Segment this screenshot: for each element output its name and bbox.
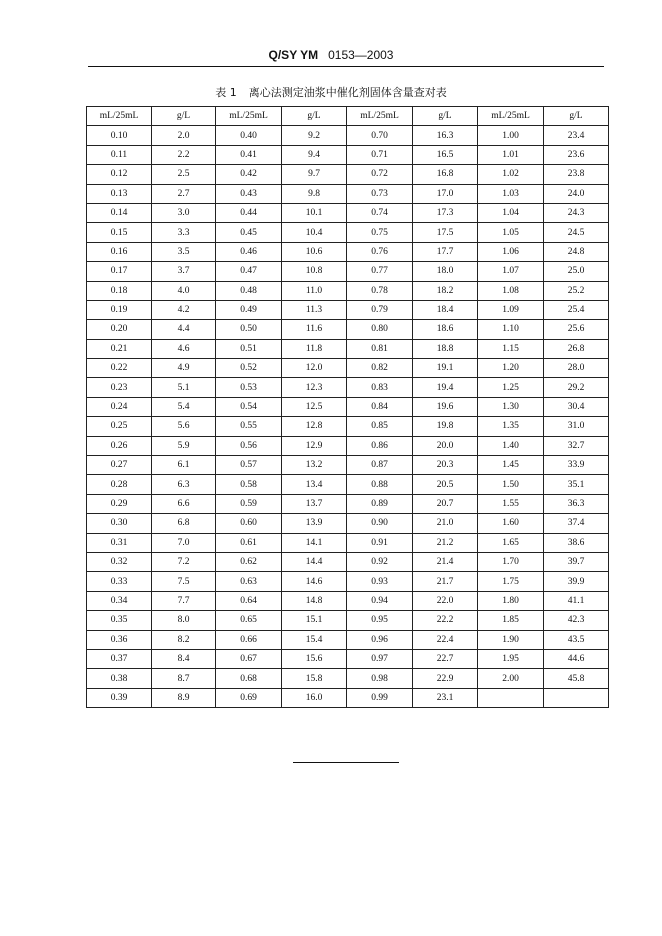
table-cell: 1.90	[478, 630, 544, 649]
table-cell: 1.10	[478, 320, 544, 339]
table-cell: 0.82	[347, 359, 413, 378]
table-cell: 15.1	[282, 611, 347, 630]
table-cell: 0.75	[347, 223, 413, 242]
table-cell: 0.67	[216, 649, 282, 668]
table-row	[87, 649, 609, 668]
table-cell: 0.11	[87, 145, 152, 164]
table-cell: 10.8	[282, 262, 347, 281]
table-cell: 11.8	[282, 339, 347, 358]
header-rule	[88, 66, 604, 67]
table-row	[87, 300, 609, 319]
table-cell: 0.88	[347, 475, 413, 494]
table-cell: 0.22	[87, 359, 152, 378]
table-cell: 2.00	[478, 669, 544, 688]
table-cell: 0.38	[87, 669, 152, 688]
table-cell: 3.0	[152, 203, 216, 222]
table-cell: 7.0	[152, 533, 216, 552]
table-cell: 17.5	[413, 223, 478, 242]
table-cell: 1.00	[478, 126, 544, 145]
table-cell: 6.8	[152, 514, 216, 533]
table-cell: 0.78	[347, 281, 413, 300]
table-cell: 11.3	[282, 300, 347, 319]
table-row	[87, 456, 609, 475]
table-cell: 0.84	[347, 397, 413, 416]
table-cell: 8.7	[152, 669, 216, 688]
column-header: g/L	[413, 107, 478, 126]
table-row	[87, 145, 609, 164]
table-cell: 0.35	[87, 611, 152, 630]
table-cell: 1.04	[478, 203, 544, 222]
table-cell: 0.89	[347, 494, 413, 513]
table-row	[87, 417, 609, 436]
table-row	[87, 223, 609, 242]
table-cell: 1.60	[478, 514, 544, 533]
table-cell: 1.70	[478, 552, 544, 571]
table-cell: 20.7	[413, 494, 478, 513]
table-cell: 0.28	[87, 475, 152, 494]
table-cell: 0.81	[347, 339, 413, 358]
table-cell: 0.36	[87, 630, 152, 649]
table-cell: 1.09	[478, 300, 544, 319]
table-cell: 14.4	[282, 552, 347, 571]
table-cell: 0.99	[347, 688, 413, 707]
table-cell: 6.1	[152, 456, 216, 475]
table-cell: 18.6	[413, 320, 478, 339]
table-row	[87, 203, 609, 222]
table-cell: 0.25	[87, 417, 152, 436]
table-cell: 16.0	[282, 688, 347, 707]
table-cell: 29.2	[544, 378, 609, 397]
table-cell: 22.7	[413, 649, 478, 668]
table-cell: 33.9	[544, 456, 609, 475]
table-cell: 23.6	[544, 145, 609, 164]
table-cell: 0.23	[87, 378, 152, 397]
table-cell: 24.0	[544, 184, 609, 203]
table-row	[87, 494, 609, 513]
table-caption-title: 离心法测定油浆中催化剂固体含量查对表	[248, 86, 447, 99]
table-cell: 0.40	[216, 126, 282, 145]
table-cell: 0.91	[347, 533, 413, 552]
table-cell: 35.1	[544, 475, 609, 494]
table-cell: 19.8	[413, 417, 478, 436]
table-cell: 1.80	[478, 591, 544, 610]
table-cell: 2.2	[152, 145, 216, 164]
table-cell: 0.49	[216, 300, 282, 319]
column-header: g/L	[282, 107, 347, 126]
table-row	[87, 688, 609, 707]
table-cell: 0.58	[216, 475, 282, 494]
table-row	[87, 281, 609, 300]
table-caption	[0, 86, 662, 100]
table-cell: 1.05	[478, 223, 544, 242]
table-cell: 41.1	[544, 591, 609, 610]
table-cell: 0.54	[216, 397, 282, 416]
table-cell: 19.6	[413, 397, 478, 416]
table-cell: 20.3	[413, 456, 478, 475]
table-cell: 0.74	[347, 203, 413, 222]
table-cell: 0.94	[347, 591, 413, 610]
table-cell: 1.25	[478, 378, 544, 397]
standard-code-number: 0153—2003	[328, 48, 394, 62]
table-cell: 22.0	[413, 591, 478, 610]
table-cell: 9.7	[282, 165, 347, 184]
table-cell: 0.24	[87, 397, 152, 416]
table-cell: 10.1	[282, 203, 347, 222]
table-row	[87, 126, 609, 145]
table-cell: 26.8	[544, 339, 609, 358]
table-row	[87, 630, 609, 649]
table-row	[87, 514, 609, 533]
table-cell: 1.75	[478, 572, 544, 591]
table-cell: 36.3	[544, 494, 609, 513]
table-row	[87, 242, 609, 261]
table-cell: 19.4	[413, 378, 478, 397]
table-row	[87, 533, 609, 552]
table-cell: 1.35	[478, 417, 544, 436]
column-header: g/L	[152, 107, 216, 126]
table-cell: 0.37	[87, 649, 152, 668]
table-cell: 0.95	[347, 611, 413, 630]
table-cell: 15.8	[282, 669, 347, 688]
table-cell: 1.20	[478, 359, 544, 378]
table-cell: 0.33	[87, 572, 152, 591]
table-cell: 17.3	[413, 203, 478, 222]
table-cell: 24.8	[544, 242, 609, 261]
table-row	[87, 591, 609, 610]
document-header	[0, 48, 662, 62]
table-cell: 0.39	[87, 688, 152, 707]
table-cell: 0.90	[347, 514, 413, 533]
table-cell: 5.9	[152, 436, 216, 455]
column-header: mL/25mL	[216, 107, 282, 126]
table-body	[87, 126, 609, 708]
table-row	[87, 184, 609, 203]
table-cell: 0.56	[216, 436, 282, 455]
table-cell: 16.3	[413, 126, 478, 145]
table-cell: 1.45	[478, 456, 544, 475]
table-cell: 0.61	[216, 533, 282, 552]
table-cell: 18.2	[413, 281, 478, 300]
table-cell: 7.2	[152, 552, 216, 571]
table-cell: 0.30	[87, 514, 152, 533]
table-caption-number: 表 1	[215, 86, 237, 99]
table-cell: 43.5	[544, 630, 609, 649]
table-cell: 25.6	[544, 320, 609, 339]
table-cell: 7.7	[152, 591, 216, 610]
table-cell: 14.6	[282, 572, 347, 591]
table-cell: 0.97	[347, 649, 413, 668]
table-cell: 12.8	[282, 417, 347, 436]
table-cell: 0.29	[87, 494, 152, 513]
table-cell: 1.85	[478, 611, 544, 630]
table-cell: 24.5	[544, 223, 609, 242]
table-cell: 7.5	[152, 572, 216, 591]
table-cell: 0.47	[216, 262, 282, 281]
table-cell: 0.50	[216, 320, 282, 339]
table-cell: 0.45	[216, 223, 282, 242]
table-cell: 20.5	[413, 475, 478, 494]
table-cell: 0.98	[347, 669, 413, 688]
table-cell: 0.44	[216, 203, 282, 222]
table-cell	[544, 688, 609, 707]
table-cell: 0.68	[216, 669, 282, 688]
table-cell: 0.48	[216, 281, 282, 300]
table-cell: 21.4	[413, 552, 478, 571]
table-cell: 0.31	[87, 533, 152, 552]
table-cell: 0.73	[347, 184, 413, 203]
table-cell: 1.55	[478, 494, 544, 513]
table-cell: 1.15	[478, 339, 544, 358]
table-cell: 8.0	[152, 611, 216, 630]
table-cell: 0.14	[87, 203, 152, 222]
table-cell: 0.51	[216, 339, 282, 358]
table-cell: 0.69	[216, 688, 282, 707]
table-cell: 9.4	[282, 145, 347, 164]
table-cell: 23.4	[544, 126, 609, 145]
table-cell: 0.19	[87, 300, 152, 319]
table-cell: 2.7	[152, 184, 216, 203]
table-cell: 0.46	[216, 242, 282, 261]
table-row	[87, 669, 609, 688]
table-cell: 0.52	[216, 359, 282, 378]
table-cell: 3.5	[152, 242, 216, 261]
table-cell: 23.8	[544, 165, 609, 184]
table-row	[87, 359, 609, 378]
table-cell: 0.32	[87, 552, 152, 571]
table-cell: 42.3	[544, 611, 609, 630]
table-cell: 17.7	[413, 242, 478, 261]
table-row	[87, 378, 609, 397]
table-cell: 17.0	[413, 184, 478, 203]
table-cell: 0.77	[347, 262, 413, 281]
table-cell: 0.15	[87, 223, 152, 242]
table-cell: 0.63	[216, 572, 282, 591]
table-cell: 0.27	[87, 456, 152, 475]
table-cell: 18.4	[413, 300, 478, 319]
table-cell: 1.95	[478, 649, 544, 668]
table-cell: 6.3	[152, 475, 216, 494]
table-cell: 21.2	[413, 533, 478, 552]
table-cell: 0.57	[216, 456, 282, 475]
table-cell: 37.4	[544, 514, 609, 533]
table-cell: 11.6	[282, 320, 347, 339]
table-cell: 3.3	[152, 223, 216, 242]
table-row	[87, 339, 609, 358]
table-cell: 0.21	[87, 339, 152, 358]
table-cell: 22.4	[413, 630, 478, 649]
table-row	[87, 552, 609, 571]
table-cell: 0.43	[216, 184, 282, 203]
table-cell: 0.13	[87, 184, 152, 203]
table-cell: 0.26	[87, 436, 152, 455]
table-cell: 13.2	[282, 456, 347, 475]
table-row	[87, 262, 609, 281]
table-cell: 15.6	[282, 649, 347, 668]
table-cell: 16.8	[413, 165, 478, 184]
table-cell: 1.65	[478, 533, 544, 552]
table-cell: 0.85	[347, 417, 413, 436]
table-cell: 16.5	[413, 145, 478, 164]
table-cell: 1.40	[478, 436, 544, 455]
table-cell: 1.06	[478, 242, 544, 261]
table-cell	[478, 688, 544, 707]
table-cell: 12.0	[282, 359, 347, 378]
table-cell: 5.4	[152, 397, 216, 416]
end-rule	[293, 762, 399, 763]
table-cell: 20.0	[413, 436, 478, 455]
table-cell: 4.4	[152, 320, 216, 339]
table-cell: 38.6	[544, 533, 609, 552]
table-cell: 18.8	[413, 339, 478, 358]
table-cell: 24.3	[544, 203, 609, 222]
table-cell: 6.6	[152, 494, 216, 513]
table-cell: 0.20	[87, 320, 152, 339]
table-cell: 13.4	[282, 475, 347, 494]
table-cell: 5.1	[152, 378, 216, 397]
column-header: mL/25mL	[478, 107, 544, 126]
table-cell: 12.9	[282, 436, 347, 455]
table-cell: 0.86	[347, 436, 413, 455]
table-cell: 0.96	[347, 630, 413, 649]
table-cell: 39.7	[544, 552, 609, 571]
table-cell: 0.34	[87, 591, 152, 610]
table-row	[87, 475, 609, 494]
table-cell: 4.0	[152, 281, 216, 300]
table-cell: 9.8	[282, 184, 347, 203]
lookup-table	[86, 106, 609, 708]
table-header-row	[87, 107, 609, 126]
table-cell: 8.2	[152, 630, 216, 649]
table-cell: 0.64	[216, 591, 282, 610]
table-cell: 4.2	[152, 300, 216, 319]
table-cell: 0.16	[87, 242, 152, 261]
table-cell: 14.8	[282, 591, 347, 610]
table-cell: 18.0	[413, 262, 478, 281]
table-cell: 10.6	[282, 242, 347, 261]
table-cell: 0.60	[216, 514, 282, 533]
table-cell: 0.72	[347, 165, 413, 184]
table-row	[87, 572, 609, 591]
table-cell: 13.7	[282, 494, 347, 513]
table-cell: 0.53	[216, 378, 282, 397]
table-row	[87, 397, 609, 416]
table-cell: 2.0	[152, 126, 216, 145]
table-cell: 1.03	[478, 184, 544, 203]
table-cell: 1.01	[478, 145, 544, 164]
table-cell: 12.5	[282, 397, 347, 416]
standard-code-prefix: Q/SY YM	[268, 48, 319, 62]
table-cell: 21.7	[413, 572, 478, 591]
table-cell: 0.70	[347, 126, 413, 145]
column-header: g/L	[544, 107, 609, 126]
table-cell: 19.1	[413, 359, 478, 378]
table-cell: 0.59	[216, 494, 282, 513]
table-cell: 0.10	[87, 126, 152, 145]
table-row	[87, 320, 609, 339]
table-cell: 0.55	[216, 417, 282, 436]
table-row	[87, 165, 609, 184]
table-cell: 45.8	[544, 669, 609, 688]
column-header: mL/25mL	[87, 107, 152, 126]
table-cell: 0.42	[216, 165, 282, 184]
table-cell: 0.41	[216, 145, 282, 164]
table-cell: 3.7	[152, 262, 216, 281]
table-cell: 22.2	[413, 611, 478, 630]
table-cell: 15.4	[282, 630, 347, 649]
table-cell: 1.07	[478, 262, 544, 281]
table-cell: 25.0	[544, 262, 609, 281]
table-cell: 0.62	[216, 552, 282, 571]
table-cell: 21.0	[413, 514, 478, 533]
table-cell: 13.9	[282, 514, 347, 533]
table-cell: 25.2	[544, 281, 609, 300]
table-cell: 0.83	[347, 378, 413, 397]
table-cell: 4.9	[152, 359, 216, 378]
table-row	[87, 436, 609, 455]
table-cell: 28.0	[544, 359, 609, 378]
table-cell: 44.6	[544, 649, 609, 668]
table-cell: 0.65	[216, 611, 282, 630]
table-cell: 0.18	[87, 281, 152, 300]
table-cell: 0.87	[347, 456, 413, 475]
table-cell: 2.5	[152, 165, 216, 184]
table-cell: 39.9	[544, 572, 609, 591]
table-cell: 9.2	[282, 126, 347, 145]
column-header: mL/25mL	[347, 107, 413, 126]
table-cell: 32.7	[544, 436, 609, 455]
table-cell: 1.30	[478, 397, 544, 416]
table-cell: 0.92	[347, 552, 413, 571]
table-cell: 1.08	[478, 281, 544, 300]
table-cell: 11.0	[282, 281, 347, 300]
table-cell: 0.80	[347, 320, 413, 339]
table-cell: 1.02	[478, 165, 544, 184]
table-cell: 14.1	[282, 533, 347, 552]
table-cell: 22.9	[413, 669, 478, 688]
table-cell: 5.6	[152, 417, 216, 436]
table-cell: 10.4	[282, 223, 347, 242]
table-cell: 31.0	[544, 417, 609, 436]
table-cell: 8.9	[152, 688, 216, 707]
table-cell: 12.3	[282, 378, 347, 397]
table-cell: 0.79	[347, 300, 413, 319]
table-cell: 0.93	[347, 572, 413, 591]
table-cell: 0.71	[347, 145, 413, 164]
table-cell: 4.6	[152, 339, 216, 358]
table-cell: 25.4	[544, 300, 609, 319]
table-row	[87, 611, 609, 630]
table-cell: 1.50	[478, 475, 544, 494]
table-cell: 0.12	[87, 165, 152, 184]
table-cell: 0.66	[216, 630, 282, 649]
table-cell: 0.17	[87, 262, 152, 281]
table-cell: 23.1	[413, 688, 478, 707]
table-cell: 8.4	[152, 649, 216, 668]
table-cell: 30.4	[544, 397, 609, 416]
table-cell: 0.76	[347, 242, 413, 261]
